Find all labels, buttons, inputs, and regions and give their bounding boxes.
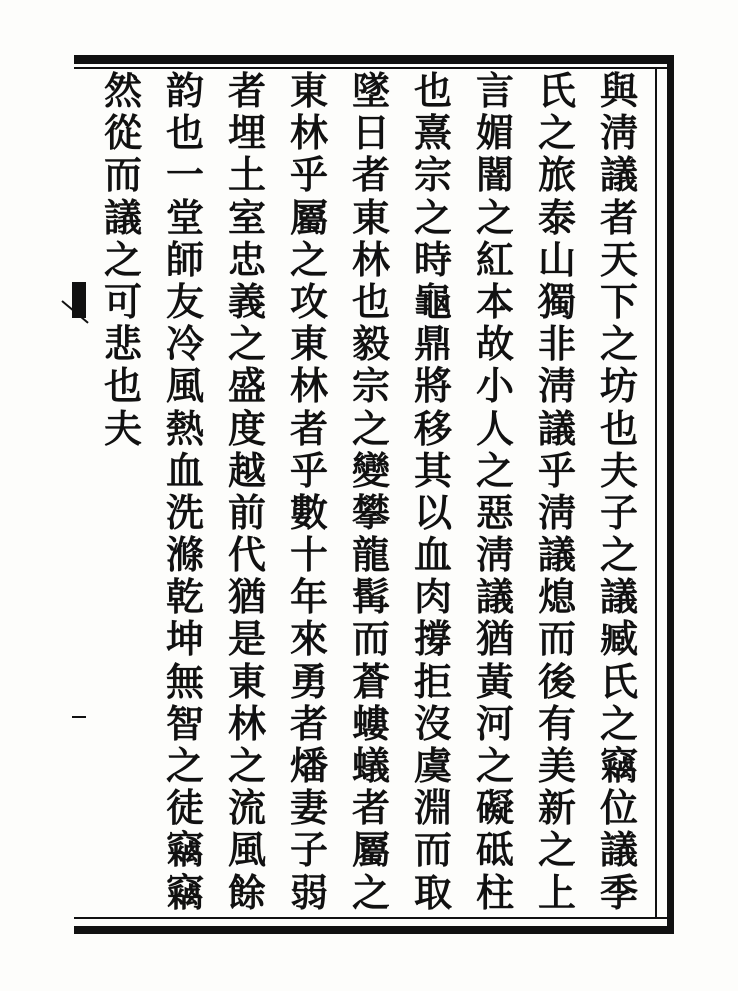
glyph: 熹: [413, 110, 452, 156]
glyph: 洗: [165, 489, 204, 535]
glyph: 冷: [165, 321, 204, 367]
glyph: 變: [351, 447, 390, 493]
glyph: 數: [289, 489, 328, 535]
glyph: 風: [227, 827, 266, 873]
glyph: 蟻: [351, 743, 390, 788]
glyph: 淵: [413, 785, 452, 831]
glyph: 議: [537, 532, 576, 578]
glyph: 土: [227, 152, 266, 198]
bottom-inner-rule: [74, 917, 674, 919]
glyph: 勇: [289, 658, 328, 704]
glyph: 從: [103, 110, 142, 156]
glyph: 拒: [413, 658, 452, 704]
glyph: 龍: [351, 532, 390, 578]
glyph: 弱: [289, 869, 328, 915]
glyph: 天: [599, 236, 638, 282]
glyph: 風: [165, 363, 204, 409]
glyph: 虞: [413, 743, 452, 788]
glyph: 者: [289, 700, 328, 746]
glyph: 髯: [351, 574, 390, 620]
glyph: 者: [289, 405, 328, 451]
glyph: 屬: [351, 827, 390, 873]
glyph: 淸: [599, 110, 638, 156]
glyph: 林: [227, 700, 266, 746]
glyph: 無: [165, 658, 204, 704]
glyph: 血: [413, 532, 452, 578]
glyph: 本: [475, 278, 514, 324]
text-column-4: [402, 68, 464, 914]
glyph: 也: [165, 110, 204, 156]
glyph: 季: [599, 869, 638, 915]
right-border-rule: [667, 55, 674, 934]
glyph: 故: [475, 321, 514, 367]
glyph: 之: [165, 743, 204, 788]
glyph: 移: [413, 405, 452, 451]
glyph: 十: [289, 532, 328, 578]
glyph: 之: [351, 405, 390, 451]
glyph: 旅: [537, 152, 576, 198]
glyph: 室: [227, 194, 266, 240]
text-column-2: [526, 68, 588, 914]
glyph: 之: [413, 194, 452, 240]
glyph: 龜: [413, 278, 452, 324]
glyph: 屬: [289, 194, 328, 240]
glyph: 議: [475, 574, 514, 620]
glyph: 泰: [537, 194, 576, 240]
glyph: 山: [537, 236, 576, 282]
glyph: 時: [413, 236, 452, 282]
glyph: 撐: [413, 616, 452, 662]
glyph: 後: [537, 658, 576, 704]
glyph: 有: [537, 700, 576, 746]
glyph: 流: [227, 785, 266, 831]
glyph: 位: [599, 785, 638, 831]
glyph: 也: [351, 278, 390, 324]
glyph: 度: [227, 405, 266, 451]
glyph: 乎: [289, 152, 328, 198]
text-column-3: [464, 68, 526, 914]
glyph: 林: [351, 236, 390, 282]
glyph: 東: [351, 194, 390, 240]
glyph: 其: [413, 447, 452, 493]
glyph: 代: [227, 532, 266, 578]
glyph: 上: [537, 869, 576, 915]
glyph: 子: [289, 827, 328, 873]
glyph: 竊: [165, 827, 204, 873]
glyph: 坊: [599, 363, 638, 409]
glyph: 乎: [289, 447, 328, 493]
glyph: 竊: [165, 869, 204, 915]
glyph: 議: [599, 574, 638, 620]
glyph: 林: [289, 110, 328, 156]
glyph: 夫: [103, 405, 142, 451]
glyph: 媚: [475, 110, 514, 156]
glyph: 越: [227, 447, 266, 493]
glyph: 熄: [537, 574, 576, 620]
glyph: 日: [351, 110, 390, 156]
glyph: 妻: [289, 785, 328, 831]
glyph: 獨: [537, 278, 576, 324]
glyph: 血: [165, 447, 204, 493]
glyph: 小: [475, 363, 514, 409]
glyph: 也: [413, 68, 452, 113]
glyph: 友: [165, 278, 204, 324]
glyph: 人: [475, 405, 514, 451]
glyph: 可: [103, 278, 142, 324]
glyph: 前: [227, 489, 266, 535]
glyph: 埋: [227, 110, 266, 156]
glyph: 氏: [599, 658, 638, 704]
glyph: 猶: [227, 574, 266, 620]
text-column-7: [216, 68, 278, 914]
text-column-1: [588, 68, 650, 914]
glyph: 美: [537, 743, 576, 788]
glyph: 沒: [413, 700, 452, 746]
glyph: 忠: [227, 236, 266, 282]
glyph: 取: [413, 869, 452, 915]
top-border-rule: [74, 55, 674, 64]
glyph: 蒼: [351, 658, 390, 704]
glyph: 一: [165, 152, 204, 198]
glyph: 言: [475, 68, 514, 113]
glyph: 韵: [165, 68, 204, 113]
glyph: 智: [165, 700, 204, 746]
glyph: 之: [289, 236, 328, 282]
glyph: 之: [351, 869, 390, 915]
glyph: 者: [351, 152, 390, 198]
glyph: 者: [351, 785, 390, 831]
glyph: 也: [103, 363, 142, 409]
text-column-5: [340, 68, 402, 914]
glyph: 者: [227, 68, 266, 113]
glyph: 惡: [475, 489, 514, 535]
glyph: 下: [599, 278, 638, 324]
glyph: 竊: [599, 743, 638, 788]
glyph: 氏: [537, 68, 576, 113]
glyph: 夫: [599, 447, 638, 493]
text-column-9: [92, 68, 154, 914]
glyph: 是: [227, 616, 266, 662]
glyph: 議: [599, 827, 638, 873]
glyph: 者: [599, 194, 638, 240]
glyph: 之: [599, 321, 638, 367]
text-column-8: [154, 68, 216, 914]
text-column-6: [278, 68, 340, 914]
glyph: 熱: [165, 405, 204, 451]
glyph: 之: [475, 447, 514, 493]
glyph: 黃: [475, 658, 514, 704]
glyph: 以: [413, 489, 452, 535]
glyph: 礙: [475, 785, 514, 831]
glyph: 議: [599, 152, 638, 198]
glyph: 之: [475, 743, 514, 788]
glyph: 盛: [227, 363, 266, 409]
glyph: 滌: [165, 532, 204, 578]
glyph: 非: [537, 321, 576, 367]
glyph: 之: [103, 236, 142, 282]
glyph: 東: [289, 68, 328, 113]
glyph: 之: [537, 110, 576, 156]
glyph: 而: [103, 152, 142, 198]
glyph: 之: [537, 827, 576, 873]
bottom-border-rule: [74, 926, 674, 934]
glyph: 淸: [537, 489, 576, 535]
glyph: 師: [165, 236, 204, 282]
glyph: 墜: [351, 68, 390, 113]
glyph: 砥: [475, 827, 514, 873]
glyph: 東: [227, 658, 266, 704]
glyph: 柱: [475, 869, 514, 915]
glyph: 而: [413, 827, 452, 873]
glyph: 乎: [537, 447, 576, 493]
glyph: 毅: [351, 321, 390, 367]
glyph: 紅: [475, 236, 514, 282]
glyph: 也: [599, 405, 638, 451]
glyph: 年: [289, 574, 328, 620]
glyph: 而: [537, 616, 576, 662]
glyph: 新: [537, 785, 576, 831]
glyph: 之: [599, 700, 638, 746]
glyph: 來: [289, 616, 328, 662]
text-columns: [90, 68, 650, 914]
glyph: 林: [289, 363, 328, 409]
glyph: 宗: [351, 363, 390, 409]
glyph: 攀: [351, 489, 390, 535]
glyph: 悲: [103, 321, 142, 367]
glyph: 議: [537, 405, 576, 451]
glyph: 攻: [289, 278, 328, 324]
glyph: 螻: [351, 700, 390, 746]
glyph: 河: [475, 700, 514, 746]
glyph: 子: [599, 489, 638, 535]
glyph: 宗: [413, 152, 452, 198]
glyph: 而: [351, 616, 390, 662]
glyph: 之: [599, 532, 638, 578]
glyph: 餘: [227, 869, 266, 915]
glyph: 鼎: [413, 321, 452, 367]
glyph: 將: [413, 363, 452, 409]
margin-tick-mark: [72, 716, 86, 718]
glyph: 坤: [165, 616, 204, 662]
glyph: 燔: [289, 743, 328, 788]
glyph: 之: [227, 321, 266, 367]
glyph: 闇: [475, 152, 514, 198]
glyph: 義: [227, 278, 266, 324]
glyph: 淸: [475, 532, 514, 578]
glyph: 淸: [537, 363, 576, 409]
glyph: 肉: [413, 574, 452, 620]
glyph: 東: [289, 321, 328, 367]
glyph: 與: [599, 68, 638, 113]
right-inner-rule: [655, 67, 657, 919]
glyph: 臧: [599, 616, 638, 662]
glyph: 猶: [475, 616, 514, 662]
glyph: 議: [103, 194, 142, 240]
glyph: 乾: [165, 574, 204, 620]
glyph: 徒: [165, 785, 204, 831]
glyph: 堂: [165, 194, 204, 240]
glyph: 然: [103, 68, 142, 113]
glyph: 之: [227, 743, 266, 788]
glyph: 之: [475, 194, 514, 240]
